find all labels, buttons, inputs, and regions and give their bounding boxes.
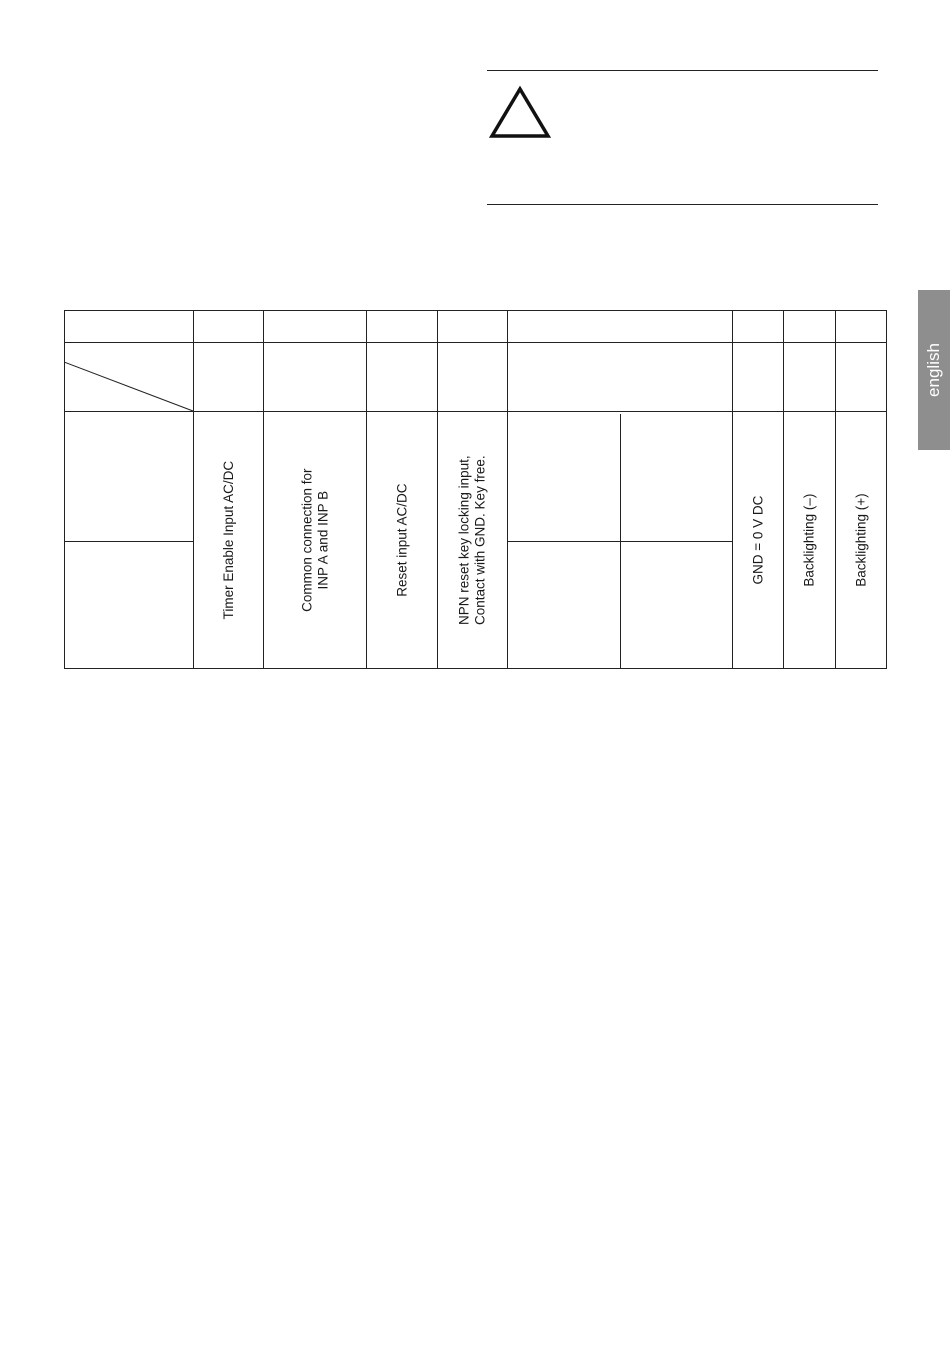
column-backlighting-plus bbox=[836, 411, 887, 669]
table-corner-diagonal bbox=[64, 362, 194, 412]
warning-triangle-icon bbox=[489, 86, 551, 140]
column-label: Reset input AC/DC bbox=[394, 483, 410, 597]
language-tab[interactable] bbox=[918, 290, 950, 450]
column-timer-enable bbox=[194, 411, 264, 669]
column-label: Timer Enable Input AC/DC bbox=[220, 460, 236, 620]
column-gnd bbox=[733, 411, 784, 669]
column-label: Backlighting (–) bbox=[801, 493, 817, 587]
column-label: Backlighting (+) bbox=[853, 493, 869, 587]
warning-top-rule bbox=[487, 70, 878, 71]
column-reset-input bbox=[367, 411, 438, 669]
warning-bottom-rule bbox=[487, 204, 878, 205]
column-label: NPN reset key locking input, Contact with GND. Key free. bbox=[456, 455, 489, 625]
column-backlighting-minus bbox=[784, 411, 836, 669]
column-label: GND = 0 V DC bbox=[750, 495, 766, 585]
column-common-connection bbox=[264, 411, 367, 669]
table-split-line bbox=[64, 541, 194, 542]
column-label: Common connection for INP A and INP B bbox=[299, 468, 331, 612]
language-tab-label: english bbox=[924, 343, 943, 397]
table-border-top bbox=[64, 310, 887, 311]
table-split-line bbox=[508, 541, 733, 542]
table-row-divider bbox=[64, 342, 887, 343]
column-npn-reset-key bbox=[438, 411, 508, 669]
